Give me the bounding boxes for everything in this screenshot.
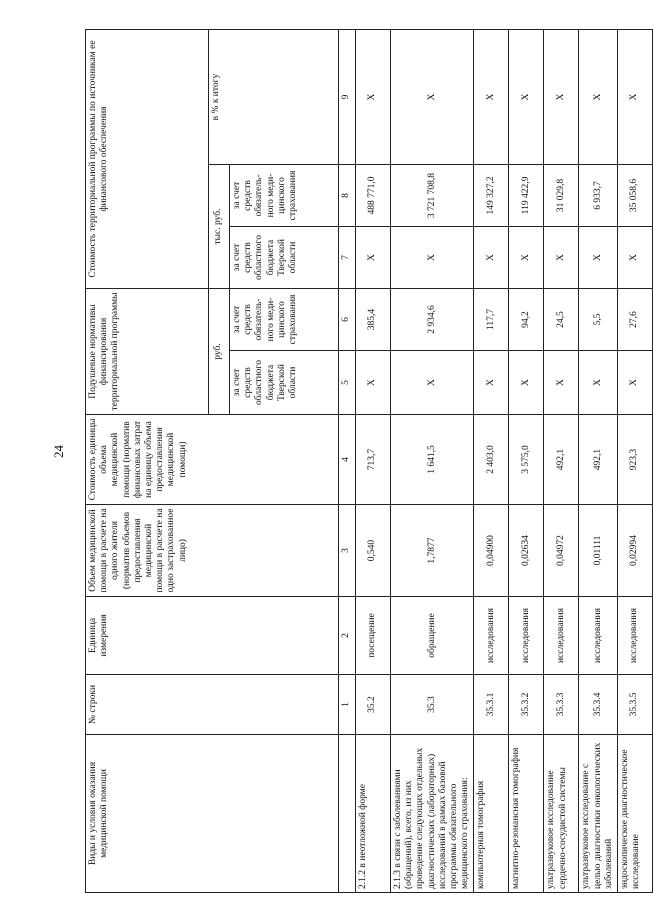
row-norm-oms: 385,4 xyxy=(356,289,391,351)
row-name: 2.1.3 в связи с заболеваниями (обращений), всего, из них проведение следующих отдельных диагностических (лабораторных) исследований в рамках базовой программы обязательного медицинского страхования: xyxy=(391,735,474,893)
row-val-budget: X xyxy=(544,227,579,289)
row-no: 35.3.3 xyxy=(544,675,579,735)
row-cost: 923,3 xyxy=(618,415,653,505)
row-val-oms: 149 327,2 xyxy=(474,165,509,227)
table-row xyxy=(618,30,653,893)
row-norm-budget: X xyxy=(579,351,618,415)
rotated-table-frame xyxy=(85,30,642,893)
row-val-budget: X xyxy=(356,227,391,289)
header-norm-oms: за счет средств обязатель-ного меди-цинского страхования xyxy=(230,289,339,351)
header-cost: Стоимость единицы объема медицинской помощи (норматив финансовых затрат на единицу объема предоставления медицинской помощи) xyxy=(86,415,339,505)
column-number: 1 xyxy=(339,675,356,735)
header-value-group: Стоимость территориальной программы по источникам ее финансового обеспечения xyxy=(86,30,209,289)
column-number-empty xyxy=(339,735,356,893)
row-pct: X xyxy=(356,30,391,165)
row-val-oms: 31 029,8 xyxy=(544,165,579,227)
row-norm-oms: 117,7 xyxy=(474,289,509,351)
row-norm-budget: X xyxy=(474,351,509,415)
row-no: 35.3.4 xyxy=(579,675,618,735)
row-val-budget: X xyxy=(391,227,474,289)
row-unit: исследования xyxy=(509,597,544,675)
page-number-text: 24 xyxy=(51,445,66,458)
row-no: 35.3.2 xyxy=(509,675,544,735)
row-norm-budget: X xyxy=(509,351,544,415)
column-number: 7 xyxy=(339,227,356,289)
row-val-budget: X xyxy=(474,227,509,289)
header-norms-unit: руб. xyxy=(209,289,230,415)
header-val-oms: за счет средств обязатель-ного меди-цинского страхования xyxy=(230,165,339,227)
row-name: магнитно-резонансная томография xyxy=(509,735,544,893)
header-type: Виды и условия оказания медицинской помощи xyxy=(86,735,339,893)
row-pct: X xyxy=(391,30,474,165)
row-pct: X xyxy=(474,30,509,165)
header-row-1 xyxy=(86,30,209,893)
row-name: 2.1.2 в неотложной форме xyxy=(356,735,391,893)
row-name: эндоскопическое диагностическое исследование xyxy=(618,735,653,893)
header-value-unit: тыс. руб. xyxy=(209,165,230,289)
row-unit: посещение xyxy=(356,597,391,675)
row-val-budget: X xyxy=(509,227,544,289)
column-number: 3 xyxy=(339,505,356,597)
row-val-oms: 488 771,0 xyxy=(356,165,391,227)
row-cost: 1 641,5 xyxy=(391,415,474,505)
column-number: 6 xyxy=(339,289,356,351)
row-norm-budget: X xyxy=(618,351,653,415)
row-val-budget: X xyxy=(579,227,618,289)
row-val-oms: 35 058,6 xyxy=(618,165,653,227)
table-row xyxy=(579,30,618,893)
row-no: 35.3.5 xyxy=(618,675,653,735)
header-pct: в % к итогу xyxy=(209,30,339,165)
financing-table xyxy=(85,29,653,893)
row-volume: 0,01111 xyxy=(579,505,618,597)
row-cost: 2 403,0 xyxy=(474,415,509,505)
row-val-oms: 3 721 708,8 xyxy=(391,165,474,227)
table-row xyxy=(544,30,579,893)
row-norm-oms: 2 934,6 xyxy=(391,289,474,351)
row-norm-oms: 24,5 xyxy=(544,289,579,351)
row-pct: X xyxy=(579,30,618,165)
column-numbers-row xyxy=(339,30,356,893)
row-unit: исследования xyxy=(579,597,618,675)
page-number xyxy=(52,437,66,467)
row-volume: 0,04972 xyxy=(544,505,579,597)
row-val-oms: 6 933,7 xyxy=(579,165,618,227)
row-cost: 492,1 xyxy=(579,415,618,505)
table-row xyxy=(356,30,391,893)
row-pct: X xyxy=(618,30,653,165)
row-volume: 0,02634 xyxy=(509,505,544,597)
row-no: 35.3.1 xyxy=(474,675,509,735)
row-pct: X xyxy=(509,30,544,165)
row-norm-oms: 27,6 xyxy=(618,289,653,351)
row-volume: 1,7877 xyxy=(391,505,474,597)
header-norm-budget: за счет средств областного бюджета Тверской области xyxy=(230,351,339,415)
row-unit: исследования xyxy=(544,597,579,675)
column-number: 2 xyxy=(339,597,356,675)
table-row xyxy=(391,30,474,893)
row-cost: 492,1 xyxy=(544,415,579,505)
table-row xyxy=(509,30,544,893)
row-val-oms: 119 422,9 xyxy=(509,165,544,227)
row-norm-oms: 5,5 xyxy=(579,289,618,351)
row-name: ультразвуковое исследование сердечно-сосудистой системы xyxy=(544,735,579,893)
row-norm-budget: X xyxy=(356,351,391,415)
row-norm-budget: X xyxy=(391,351,474,415)
row-volume: 0,04900 xyxy=(474,505,509,597)
header-val-budget: за счет средств областного бюджета Тверской области xyxy=(230,227,339,289)
row-unit: обращение xyxy=(391,597,474,675)
header-volume: Объем медицинской помощи в расчете на одного жителя (норматив объемов предоставления медицинской помощи в расчете на одно застрахованное лицо) xyxy=(86,505,339,597)
column-number: 5 xyxy=(339,351,356,415)
row-no: 35.2 xyxy=(356,675,391,735)
row-cost: 713,7 xyxy=(356,415,391,505)
row-norm-budget: X xyxy=(544,351,579,415)
row-pct: X xyxy=(544,30,579,165)
header-row-no: № строки xyxy=(86,675,339,735)
table-container xyxy=(85,30,642,893)
row-norm-oms: 94,2 xyxy=(509,289,544,351)
row-volume: 0,540 xyxy=(356,505,391,597)
row-no: 35.3 xyxy=(391,675,474,735)
row-unit: исследования xyxy=(474,597,509,675)
table-row xyxy=(474,30,509,893)
column-number: 8 xyxy=(339,165,356,227)
header-norms-group: Подушевые нормативы финансирования территориальной программы xyxy=(86,289,209,415)
row-name: компьютерная томография xyxy=(474,735,509,893)
header-unit: Единица измерения xyxy=(86,597,339,675)
row-name: ультразвуковое исследование с целью диагностики онкологических заболеваний xyxy=(579,735,618,893)
column-number: 4 xyxy=(339,415,356,505)
row-cost: 3 575,0 xyxy=(509,415,544,505)
row-val-budget: X xyxy=(618,227,653,289)
column-number: 9 xyxy=(339,30,356,165)
row-volume: 0,02994 xyxy=(618,505,653,597)
row-unit: исследования xyxy=(618,597,653,675)
